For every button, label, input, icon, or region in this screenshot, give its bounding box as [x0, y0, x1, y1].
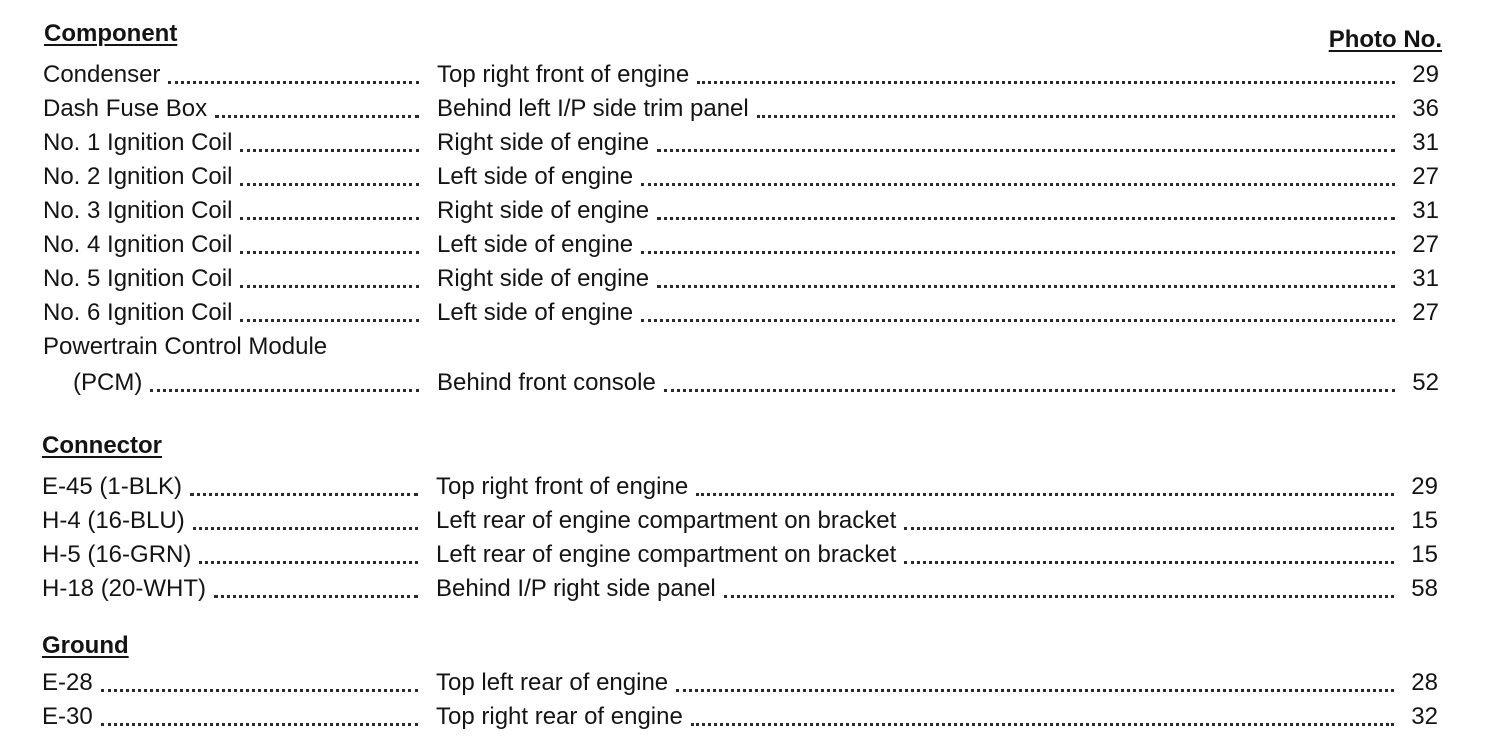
ground-name: E-30: [42, 702, 101, 732]
table-row: [42, 472, 1438, 502]
photo-number: 36: [1412, 95, 1439, 122]
dot-leader: [676, 689, 1394, 692]
component-location: Right side of engine: [437, 196, 657, 226]
component-heading: Component: [44, 20, 178, 47]
component-location: Behind front console: [437, 368, 664, 398]
dot-leader: [240, 149, 419, 152]
component-location: Right side of engine: [437, 264, 657, 294]
dot-leader: [215, 115, 419, 118]
component-location: Left side of engine: [437, 162, 641, 192]
component-location: Top right front of engine: [437, 60, 697, 90]
connector-name: H-5 (16-GRN): [42, 540, 199, 570]
connector-name: H-18 (20-WHT): [42, 574, 214, 604]
dot-leader: [101, 689, 418, 692]
dot-leader: [691, 723, 1394, 726]
component-name: No. 5 Ignition Coil: [43, 264, 240, 294]
table-row: [43, 196, 1439, 226]
table-row: [43, 230, 1439, 260]
dot-leader: [240, 319, 419, 322]
dot-leader: [240, 217, 419, 220]
dot-leader: [904, 561, 1394, 564]
photo-number: 31: [1412, 265, 1439, 292]
dot-leader: [641, 183, 1395, 186]
component-location: Left side of engine: [437, 230, 641, 260]
table-row: [42, 702, 1438, 732]
dot-leader: [214, 595, 418, 598]
dot-leader: [696, 493, 1394, 496]
table-row: [43, 298, 1439, 328]
table-row: [42, 668, 1438, 698]
connector-location: Top right front of engine: [436, 472, 696, 502]
ground-heading: Ground: [42, 632, 129, 659]
component-name: Condenser: [43, 60, 168, 90]
dot-leader: [757, 115, 1395, 118]
dot-leader: [657, 285, 1395, 288]
dot-leader: [240, 251, 419, 254]
dot-leader: [724, 595, 1394, 598]
photo-number: 15: [1411, 541, 1438, 568]
dot-leader: [101, 723, 418, 726]
photo-number: 32: [1411, 703, 1438, 730]
component-name: No. 2 Ignition Coil: [43, 162, 240, 192]
dot-leader: [199, 561, 418, 564]
photo-number: 29: [1412, 61, 1439, 88]
component-name: No. 1 Ignition Coil: [43, 128, 240, 158]
connector-name: E-45 (1-BLK): [42, 472, 190, 502]
dot-leader: [150, 389, 419, 392]
photo-number: 58: [1411, 575, 1438, 602]
component-location: Left side of engine: [437, 298, 641, 328]
table-row: [43, 128, 1439, 158]
table-row: [43, 94, 1439, 124]
dot-leader: [904, 527, 1394, 530]
component-location: Behind left I/P side trim panel: [437, 94, 757, 124]
dot-leader: [641, 319, 1395, 322]
dot-leader: [190, 493, 418, 496]
table-row: [42, 540, 1438, 570]
connector-heading: Connector: [42, 432, 162, 459]
dot-leader: [193, 527, 418, 530]
table-row: [43, 264, 1439, 294]
dot-leader: [697, 81, 1395, 84]
photo-number: 15: [1411, 507, 1438, 534]
dot-leader: [657, 217, 1395, 220]
table-row: [42, 574, 1438, 604]
photo-number: 31: [1412, 197, 1439, 224]
photo-number-heading: Photo No.: [1328, 26, 1442, 53]
dot-leader: [641, 251, 1395, 254]
ground-location: Top right rear of engine: [436, 702, 691, 732]
dot-leader: [240, 183, 419, 186]
component-name: No. 3 Ignition Coil: [43, 196, 240, 226]
photo-number: 28: [1411, 669, 1438, 696]
connector-location: Left rear of engine compartment on bracket: [436, 540, 904, 570]
dot-leader: [664, 389, 1395, 392]
connector-location: Behind I/P right side panel: [436, 574, 724, 604]
ground-name: E-28: [42, 668, 101, 698]
table-row: [43, 368, 1439, 398]
table-row: [43, 332, 1439, 362]
photo-number: 27: [1412, 231, 1439, 258]
table-row: [43, 60, 1439, 90]
dot-leader: [657, 149, 1395, 152]
photo-number: 31: [1412, 129, 1439, 156]
component-location: Right side of engine: [437, 128, 657, 158]
ground-location: Top left rear of engine: [436, 668, 676, 698]
component-name: Dash Fuse Box: [43, 94, 215, 124]
dot-leader: [168, 81, 419, 84]
dot-leader: [240, 285, 419, 288]
component-name: No. 6 Ignition Coil: [43, 298, 240, 328]
connector-name: H-4 (16-BLU): [42, 506, 193, 536]
connector-location: Left rear of engine compartment on bracket: [436, 506, 904, 536]
component-name: (PCM): [43, 368, 150, 398]
photo-number: 52: [1412, 369, 1439, 396]
photo-number: 27: [1412, 299, 1439, 326]
photo-number: 27: [1412, 163, 1439, 190]
component-name: Powertrain Control Module: [43, 332, 335, 362]
component-name: No. 4 Ignition Coil: [43, 230, 240, 260]
photo-number: 29: [1411, 473, 1438, 500]
table-row: [43, 162, 1439, 192]
table-row: [42, 506, 1438, 536]
